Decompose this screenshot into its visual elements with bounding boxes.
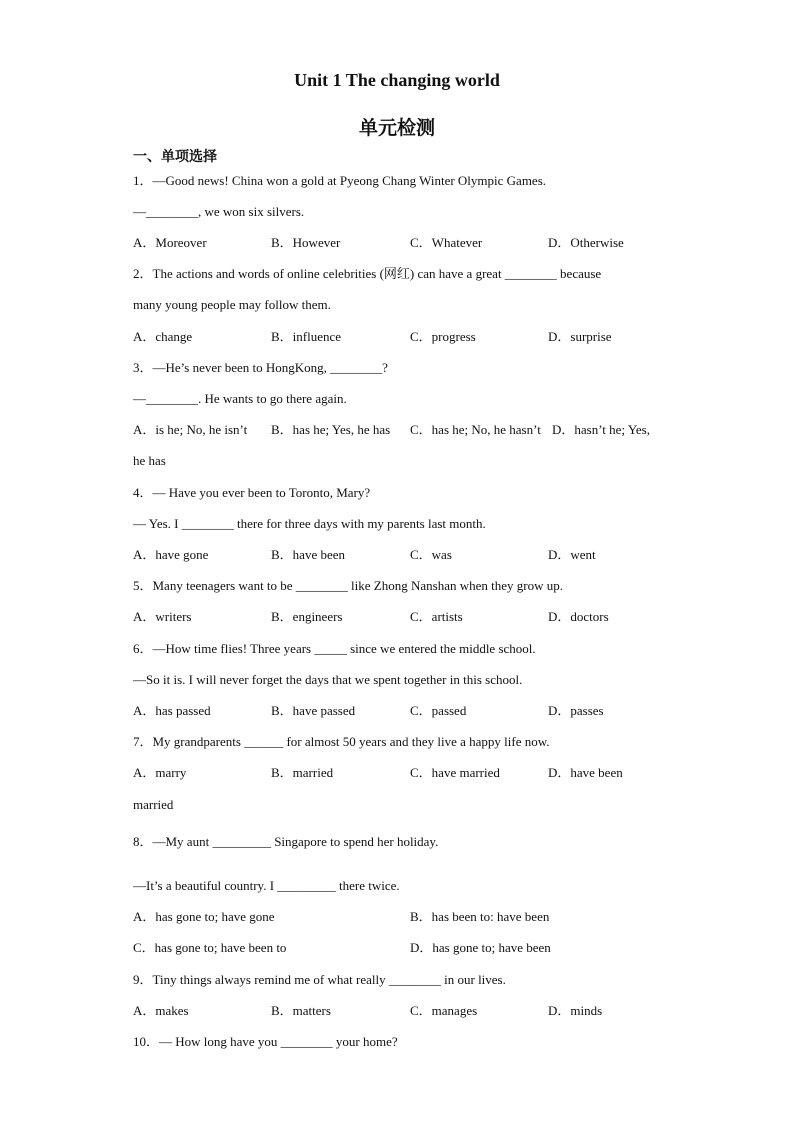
- question-1-option-a: A．Moreover: [133, 235, 207, 250]
- question-6-option-d: D．passes: [548, 703, 604, 718]
- question-2-stem-cont: many young people may follow them.: [133, 297, 331, 312]
- question-8-option-d: D．has gone to; have been: [410, 940, 551, 955]
- question-9-option-c: C．manages: [410, 1003, 478, 1018]
- question-5-option-d: D．doctors: [548, 609, 609, 624]
- question-8-option-b: B．has been to: have been: [410, 909, 550, 924]
- question-5-option-c: C．artists: [410, 609, 463, 624]
- question-2-option-c: C．progress: [410, 329, 476, 344]
- question-4-stem: 4．— Have you ever been to Toronto, Mary?: [133, 485, 371, 500]
- question-10-stem: 10．— How long have you ________ your home?: [133, 1034, 398, 1049]
- page-subtitle: 单元检测: [358, 117, 435, 139]
- question-3-stem: 3．—He’s never been to HongKong, ________?: [133, 360, 388, 375]
- question-8-option-a: A．has gone to; have gone: [133, 909, 275, 924]
- question-5-stem: 5．Many teenagers want to be ________ like Zhong Nanshan when they grow up.: [133, 578, 563, 593]
- question-2-stem: 2．The actions and words of online celebrities (网红) can have a great ________ because: [133, 266, 602, 281]
- question-6-option-b: B．have passed: [271, 703, 356, 718]
- question-1-response: —________, we won six silvers.: [133, 204, 305, 219]
- question-4-option-c: C．was: [410, 547, 452, 562]
- question-7-option-d: D．have been: [548, 765, 623, 780]
- question-2-option-b: B．influence: [271, 329, 342, 344]
- question-3-option-a: A．is he; No, he isn’t: [133, 422, 248, 437]
- question-5-option-a: A．writers: [133, 609, 192, 624]
- question-4-response: — Yes. I ________ there for three days with my parents last month.: [133, 516, 486, 531]
- question-4-option-d: D．went: [548, 547, 596, 562]
- question-8-response: —It’s a beautiful country. I _________ there twice.: [133, 878, 400, 893]
- section-heading: 一、单项选择: [133, 149, 217, 165]
- question-4-option-a: A．have gone: [133, 547, 209, 562]
- question-8-option-c: C．has gone to; have been to: [133, 940, 287, 955]
- question-9-stem: 9．Tiny things always remind me of what really ________ in our lives.: [133, 972, 506, 987]
- question-2-option-a: A．change: [133, 329, 193, 344]
- question-3-option-c: C．has he; No, he hasn’t: [410, 422, 541, 437]
- question-7-stem: 7．My grandparents ______ for almost 50 years and they live a happy life now.: [133, 734, 550, 749]
- question-7-option-c: C．have married: [410, 765, 500, 780]
- question-1-option-b: B．However: [271, 235, 341, 250]
- question-3-option-b: B．has he; Yes, he has: [271, 422, 391, 437]
- question-1-option-d: D．Otherwise: [548, 235, 624, 250]
- page-title: Unit 1 The changing world: [294, 70, 500, 90]
- question-9-option-d: D．minds: [548, 1003, 603, 1018]
- question-7-option-b: B．married: [271, 765, 334, 780]
- question-4-option-b: B．have been: [271, 547, 346, 562]
- question-2-option-d: D．surprise: [548, 329, 612, 344]
- question-7-option-a: A．marry: [133, 765, 187, 780]
- question-6-stem: 6．—How time flies! Three years _____ since we entered the middle school.: [133, 641, 536, 656]
- question-9-option-b: B．matters: [271, 1003, 331, 1018]
- question-1-option-c: C．Whatever: [410, 235, 483, 250]
- question-9-option-a: A．makes: [133, 1003, 189, 1018]
- question-6-option-a: A．has passed: [133, 703, 211, 718]
- question-3-option-d-cont: he has: [133, 453, 166, 468]
- question-5-option-b: B．engineers: [271, 609, 343, 624]
- question-6-response: —So it is. I will never forget the days that we spent together in this school.: [133, 672, 523, 687]
- question-8-stem: 8．—My aunt _________ Singapore to spend her holiday.: [133, 834, 439, 849]
- question-3-option-d: D．hasn’t he; Yes,: [552, 422, 650, 437]
- question-6-option-c: C．passed: [410, 703, 467, 718]
- question-7-option-d-cont: married: [133, 797, 174, 812]
- question-3-response: —________. He wants to go there again.: [133, 391, 347, 406]
- question-1-stem: 1．—Good news! China won a gold at Pyeong Chang Winter Olympic Games.: [133, 173, 547, 188]
